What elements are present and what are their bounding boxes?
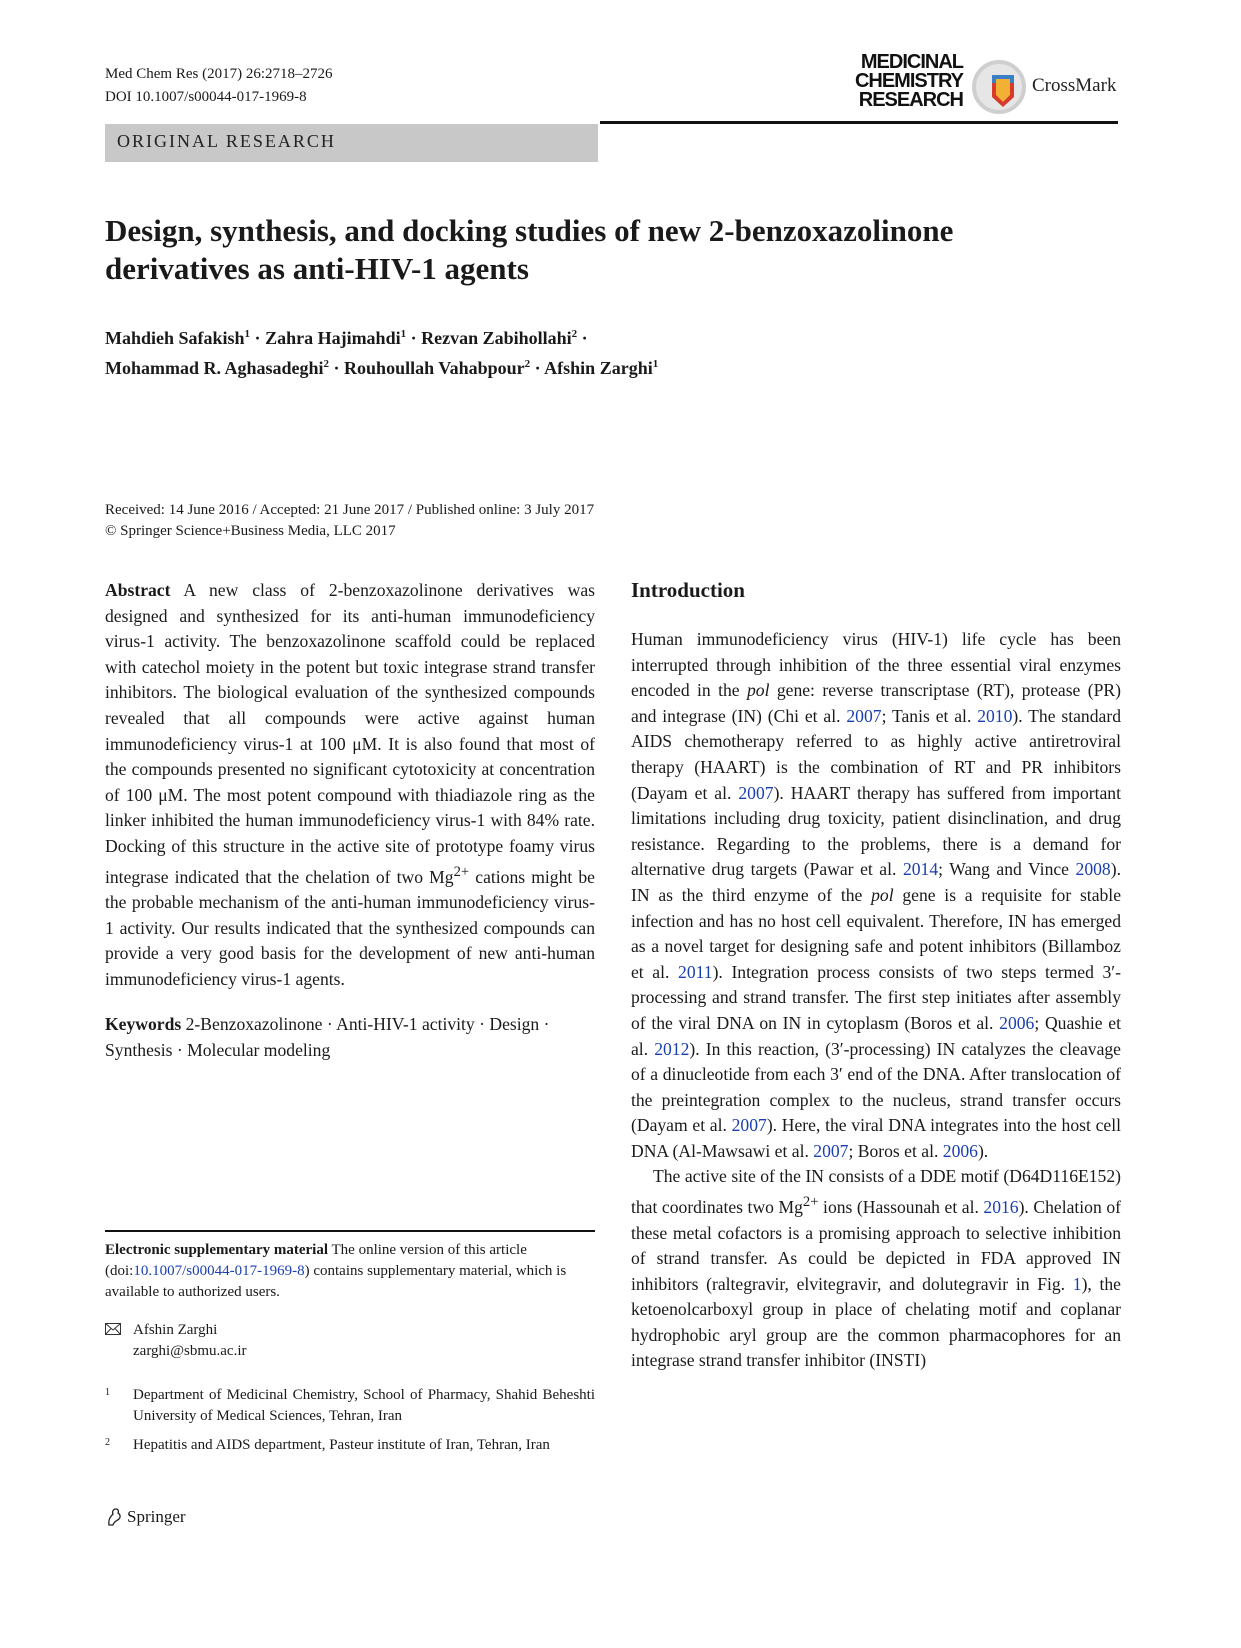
esm-text: The online version of this article (doi: bbox=[105, 1242, 527, 1279]
author-separator: · bbox=[250, 328, 266, 348]
superscript: 2+ bbox=[453, 863, 470, 880]
citation-link[interactable]: 1 bbox=[1072, 1273, 1082, 1294]
publication-dates bbox=[105, 500, 905, 542]
author-affiliation-mark: 1 bbox=[400, 328, 407, 340]
text-run: ; Boros et al. bbox=[848, 1140, 943, 1161]
affiliation-text: Department of Medicinal Chemistry, School of Pharmacy, Shahid Beheshti University of Medical Sciences, Tehran, Iran bbox=[133, 1387, 595, 1424]
text-run: ). Integration process consists of two steps termed 3′-processing and strand transfer. The first step initiates after assembly of the viral DNA on IN in cytoplasm (Boros et al. bbox=[631, 961, 1122, 1033]
text-run: ). Here, the viral DNA integrates into the host cell DNA (Al-Mawsawi et al. bbox=[631, 1115, 1121, 1161]
citation-link[interactable]: 2007 bbox=[846, 705, 882, 726]
text-run: ; Wang and Vince bbox=[938, 859, 1076, 880]
text-run: ). Chelation of these metal cofactors is a promising approach to selective inhibition of strand transfer. As could be depicted in FDA approved IN inhibitors (raltegravir, elvitegravir, and dolutegravir in Fig. bbox=[631, 1196, 1121, 1294]
text-run: ions (Hassounah et al. bbox=[818, 1196, 984, 1217]
citation-link[interactable]: 2010 bbox=[977, 705, 1013, 726]
correspondence-email[interactable]: zarghi@sbmu.ac.ir bbox=[133, 1343, 247, 1359]
citation-link[interactable]: 2011 bbox=[678, 961, 713, 982]
journal-citation: Med Chem Res (2017) 26:2718–2726 bbox=[105, 66, 333, 82]
abstract-text: A new class of 2-benzoxazolinone derivatives was designed and synthesized for its anti-human immunodeficiency virus-1 activity. The benzoxazolinone scaffold could be replaced with catechol moiety in the potent but toxic integrase strand transfer inhibitors. The biological evaluation of the synthesized compounds revealed that all compounds were active against human immunodeficiency virus-1 at 100 μM. It is also found that most of the compounds presented no significant cytotoxicity at concentration of 100 μM. The most potent compound with thiadiazole ring as the linker inhibited the human immunodeficiency virus-1 with 84% rate. Docking of this structure in the active site of prototype foamy virus integrase indicated that the chelation of two Mg bbox=[105, 580, 595, 887]
history-line: Received: 14 June 2016 / Accepted: 21 June 2017 / Published online: 3 July 2017 bbox=[105, 502, 595, 518]
keywords bbox=[105, 1012, 595, 1063]
citation-link[interactable]: 2016 bbox=[983, 1196, 1019, 1217]
esm-label: Electronic supplementary material bbox=[105, 1242, 329, 1258]
article-title-line: Design, synthesis, and docking studies of new 2-benzoxazolinone bbox=[105, 213, 954, 248]
author-list bbox=[105, 321, 1115, 381]
text-run: The active site of the IN consists of a DDE motif (D64D116E152) that coordinates two Mg bbox=[631, 1166, 1121, 1217]
section-badge-label: ORIGINAL RESEARCH bbox=[117, 131, 336, 151]
journal-logo-line: CHEMISTRY bbox=[854, 70, 963, 92]
author-separator: · bbox=[530, 358, 545, 378]
citation-link[interactable]: 2006 bbox=[999, 1012, 1035, 1033]
citation-link[interactable]: 2007 bbox=[813, 1140, 849, 1161]
header-rule bbox=[600, 121, 1118, 124]
author-affiliation-mark: 1 bbox=[244, 328, 251, 340]
article-title-line: derivatives as anti-HIV-1 agents bbox=[105, 251, 529, 286]
left-column bbox=[105, 578, 595, 1064]
text-run: ). In this reaction, (3′-processing) IN catalyzes the cleavage of a dinucleotide from each 3′ end of the DNA. After translocation of the preintegration complex to the nucleus, strand transfer occurs (Dayam et al. bbox=[631, 1038, 1121, 1136]
author-name[interactable]: Afshin Zarghi bbox=[544, 358, 653, 378]
italic-term: pol bbox=[871, 884, 894, 905]
text-run: ), the ketoenolcarboxyl group in place of chelating motif and coplanar hydrophobic aryl group are the common pharmacophores for an integrase strand transfer inhibitor (INSTI) bbox=[631, 1273, 1121, 1371]
section-badge bbox=[105, 124, 598, 162]
intro-paragraph bbox=[631, 1164, 1121, 1374]
author-name[interactable]: Rouhoullah Vahabpour bbox=[344, 358, 525, 378]
envelope-icon bbox=[105, 1323, 121, 1335]
footnote-rule bbox=[105, 1230, 595, 1232]
crossmark-label: CrossMark bbox=[1032, 75, 1117, 96]
author-line bbox=[105, 321, 1115, 351]
correspondence-name: Afshin Zarghi bbox=[133, 1322, 218, 1338]
journal-logo bbox=[838, 53, 963, 110]
article-title bbox=[105, 212, 1115, 288]
abstract-text: cations might be the probable mechanism of the anti-human immunodeficiency virus-1 activity. Our results indicated that the synthesized compounds can provide a very good basis for the development of new anti-human immunodeficiency virus-1 agents. bbox=[105, 866, 595, 989]
crossmark-icon bbox=[972, 60, 1026, 114]
author-line bbox=[105, 351, 1115, 381]
author-name[interactable]: Zahra Hajimahdi bbox=[265, 328, 401, 348]
citation-link[interactable]: 2007 bbox=[731, 1115, 767, 1136]
affiliation-text: Hepatitis and AIDS department, Pasteur institute of Iran, Tehran, Iran bbox=[133, 1437, 550, 1453]
text-run: ). IN as the third enzyme of the bbox=[631, 859, 1121, 905]
author-affiliation-mark: 2 bbox=[323, 358, 330, 370]
text-run: gene is a requisite for stable infection and has no host cell equivalent. Therefore, IN has emerged as a novel target for designing safe and potent inhibitors (Billamboz et al. bbox=[631, 884, 1122, 982]
esm-text: ) contains supplementary material, which is available to authorized users. bbox=[105, 1263, 567, 1300]
affiliation-number: 2 bbox=[105, 1437, 110, 1448]
text-run: gene: reverse transcriptase (RT), protease (PR) and integrase (IN) (Chi et al. bbox=[631, 680, 1121, 726]
text-run: ). The standard AIDS chemotherapy referred to as highly active antiretroviral therapy (HAART) is the combination of RT and PR inhibitors (Dayam et al. bbox=[631, 705, 1121, 803]
crossmark-badge[interactable] bbox=[972, 60, 1122, 116]
citation-link[interactable]: 2012 bbox=[654, 1038, 690, 1059]
text-run: ; Quashie et al. bbox=[631, 1012, 1121, 1059]
springer-horse-icon bbox=[105, 1507, 123, 1527]
esm-doi-link[interactable]: 10.1007/s00044-017-1969-8 bbox=[133, 1263, 305, 1279]
author-separator: · bbox=[329, 358, 345, 378]
text-run: Human immunodeficiency virus (HIV-1) life cycle has been interrupted through inhibition of the three essential viral enzymes encoded in the bbox=[631, 629, 1121, 701]
author-affiliation-mark: 2 bbox=[524, 358, 531, 370]
journal-logo-line: RESEARCH bbox=[858, 89, 963, 111]
abstract-label: Abstract bbox=[105, 580, 171, 600]
author-name[interactable]: Mohammad R. Aghasadeghi bbox=[105, 358, 324, 378]
citation-link[interactable]: 2008 bbox=[1075, 859, 1111, 880]
abstract bbox=[105, 578, 595, 992]
author-separator: · bbox=[577, 328, 588, 348]
author-name[interactable]: Rezvan Zabihollahi bbox=[421, 328, 572, 348]
citation-link[interactable]: 2007 bbox=[738, 782, 774, 803]
doi-line: DOI 10.1007/s00044-017-1969-8 bbox=[105, 89, 307, 105]
right-column bbox=[631, 578, 1121, 1374]
publisher-name: Springer bbox=[127, 1507, 186, 1526]
keywords-label: Keywords bbox=[105, 1014, 182, 1035]
text-run: ). bbox=[977, 1140, 989, 1161]
citation-link[interactable]: 2014 bbox=[902, 859, 939, 880]
citation-link[interactable]: 2006 bbox=[942, 1140, 978, 1161]
author-affiliation-mark: 2 bbox=[571, 328, 578, 340]
copyright-line: © Springer Science+Business Media, LLC 2017 bbox=[105, 523, 396, 539]
author-name[interactable]: Mahdieh Safakish bbox=[105, 328, 245, 348]
author-affiliation-mark: 1 bbox=[652, 358, 659, 370]
affiliation-number: 1 bbox=[105, 1387, 110, 1398]
section-heading: Introduction bbox=[631, 578, 745, 602]
keywords-text: 2-Benzoxazolinone · Anti-HIV-1 activity · Design · Synthesis · Molecular modeling bbox=[105, 1014, 550, 1060]
superscript: 2+ bbox=[802, 1194, 819, 1211]
italic-term: pol bbox=[746, 680, 770, 701]
text-run: ). HAART therapy has suffered from important limitations including drug toxicity, patient disinclination, and drug resistance. Regarding to the problems, there is a demand for alternative drug targets (Pawar et al. bbox=[631, 782, 1121, 880]
intro-paragraph bbox=[631, 627, 1121, 1164]
supplementary-note bbox=[105, 1240, 595, 1303]
author-separator: · bbox=[406, 328, 422, 348]
text-run: ; Tanis et al. bbox=[881, 705, 978, 726]
journal-logo-line: MEDICINAL bbox=[860, 51, 963, 73]
